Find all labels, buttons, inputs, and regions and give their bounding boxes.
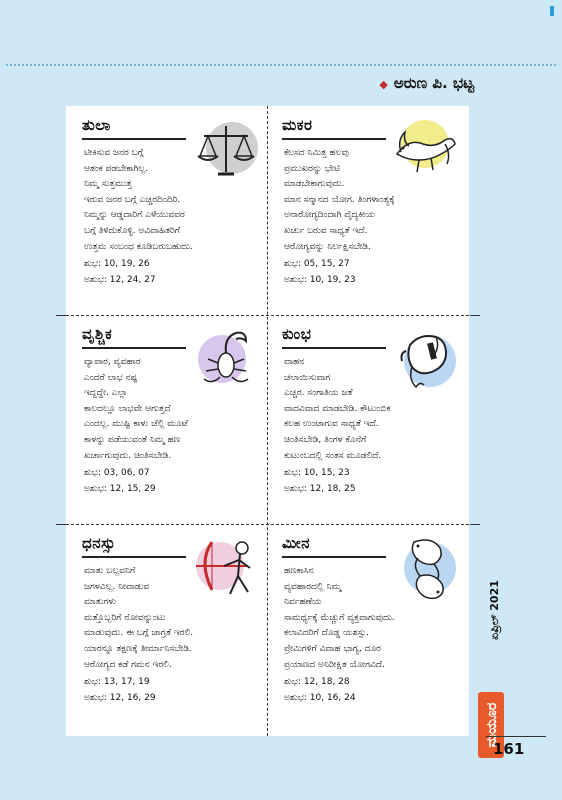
title-rule <box>82 556 186 558</box>
reading-line: ಇರುವ ಜನರ ಬಗ್ಗೆ ಎಚ್ಚರದಿಂದಿರಿ. <box>84 194 181 205</box>
lucky-dates: ಶುಭ: 05, 15, 27 <box>284 259 350 270</box>
title-rule <box>282 347 386 349</box>
crop-tick <box>56 315 66 316</box>
reading-line: ಕುಟುಂಬದಲ್ಲಿ ಸಂತಸ ಮೂಡಲಿದೆ. <box>284 450 382 461</box>
sign-reading <box>84 564 260 706</box>
reading-line: ಚಲಾಯಿಸುವಾಗ <box>284 372 331 383</box>
sign-block-aquarius <box>270 317 466 523</box>
reading-line: ಪ್ರಮುಖರನ್ನು ಭೇಟಿ <box>284 163 340 174</box>
lucky-dates: ಶುಭ: 13, 17, 19 <box>84 677 150 688</box>
lucky-dates: ಶುಭ: 12, 18, 28 <box>284 677 350 688</box>
reading-line: ವಾದವಿವಾದ ಮಾಡಬೇಡಿ. ಕೌಟುಂಬಿಕ <box>284 403 391 414</box>
page-number-rule <box>486 736 546 737</box>
reading-line: ಮತ್ತೊಬ್ಬರಿಗೆ ನೋವನ್ನುಂಟು <box>84 612 166 623</box>
reading-line: ಕಾಳನ್ನು ಪಡೆಯುವಂತೆ ನಿಮ್ಮ ಹಣ <box>84 434 181 445</box>
reading-line: ಕಾಲದಲ್ಲೂ ಲಾಭವೇ ಆಗುತ್ತದೆ <box>84 403 171 414</box>
author-byline <box>379 74 474 92</box>
crop-tick <box>470 315 480 316</box>
reading-line: ಪ್ರಯಾಣದ ಅನಿರೀಕ್ಷಿತ ಯೋಗವಿದೆ. <box>284 659 385 670</box>
lucky-dates: ಶುಭ: 10, 15, 23 <box>284 468 350 479</box>
reading-line: ಖರ್ಚಾಗುವುದು. ಚಿಂತಿಸಬೇಡಿ. <box>84 450 172 461</box>
unlucky-dates: ಅಶುಭ: 12, 15, 29 <box>84 483 156 494</box>
sign-title: ತುಲಾ <box>82 116 111 134</box>
reading-line: ಆತಂಕ ಪಡಬೇಕಾಗಿಲ್ಲ. <box>84 163 149 174</box>
sign-title: ಕುಂಭ <box>282 325 312 343</box>
diamond-bullet-icon: ◆ <box>379 78 388 91</box>
reading-line: ಎಂದರೆ ಲಾಭ ನಷ್ಟ <box>84 372 138 383</box>
reading-line: ನಿಮ್ಮನ್ನು ಆಡ್ಡದಾರಿಗೆ ಎಳೆಯುವವರ <box>84 210 185 221</box>
crop-tick <box>56 524 66 525</box>
reading-line: ಕಲಹ ಉಂಟಾಗುವ ಸಾಧ್ಯತೆ ಇದೆ. <box>284 419 379 430</box>
reading-line: ಪ್ರೇಮಿಗಳಿಗೆ ವಿವಾಹ ಭಾಗ್ಯ, ದೂರ <box>284 643 381 654</box>
reading-line: ಚಿಂತಿಸಬೇಡಿ, ತಿಂಗಳ ಕೊನೆಗೆ <box>284 434 367 445</box>
sign-block-sagittarius <box>70 526 266 732</box>
corner-marker <box>550 6 554 16</box>
sign-reading <box>284 564 460 706</box>
reading-line: ಆರೋಗ್ಯವನ್ನು ನಿರ್ಲಕ್ಷಿಸಬೇಡಿ. <box>284 241 371 252</box>
sign-block-libra <box>70 108 266 314</box>
sign-title: ಮಕರ <box>282 116 313 134</box>
sign-title: ಮೀನ <box>282 534 311 552</box>
reading-line: ಖರ್ಚು ಬರುವ ಸಾಧ್ಯತೆ ಇದೆ. <box>284 225 368 236</box>
reading-line: ಬಗ್ಗೆ ತಿಳಿದುಕೊಳ್ಳಿ. ಅವಿವಾಹಿತರಿಗೆ <box>84 225 181 236</box>
header-dotted-divider <box>6 64 556 66</box>
title-rule <box>82 138 186 140</box>
unlucky-dates: ಅಶುಭ: 10, 19, 23 <box>284 274 356 285</box>
reading-line: ಜಗಳವಿಲ್ಲ. ನೀವಾಡುವ <box>84 581 150 592</box>
unlucky-dates: ಅಶುಭ: 10, 16, 24 <box>284 692 356 703</box>
row-divider <box>66 524 469 525</box>
unlucky-dates: ಅಶುಭ: 12, 16, 29 <box>84 692 156 703</box>
row-divider <box>66 315 469 316</box>
reading-line: ಆರೋಗ್ಯದ ಕಡೆ ಗಮನ ಇರಲಿ. <box>84 659 172 670</box>
sign-reading <box>284 146 460 288</box>
author-name: ಅರುಣ ಪಿ. ಭಟ್ಟ <box>393 74 474 92</box>
lucky-dates: ಶುಭ: 03, 06, 07 <box>84 468 150 479</box>
lucky-dates: ಶುಭ: 10, 19, 26 <box>84 259 150 270</box>
reading-line: ಉತ್ತಮ ಸಂಬಂಧ ಕೂಡಿಬರುಬಹುದು. <box>84 241 193 252</box>
page-number: 161 <box>493 740 525 758</box>
reading-line: ನಿಮ್ಮ ಸುತ್ತಮುತ್ತ <box>84 179 132 190</box>
sign-reading <box>84 355 260 497</box>
sign-block-capricorn <box>270 108 466 314</box>
sign-block-scorpio <box>70 317 266 523</box>
unlucky-dates: ಅಶುಭ: 12, 24, 27 <box>84 274 156 285</box>
reading-line: ಯಾರನ್ನೂ ತಕ್ಷಣಕ್ಕೆ ತೀರ್ಮಾನಿಸಬೇಡಿ. <box>84 643 192 654</box>
sign-title: ವೃಶ್ಚಿಕ <box>82 325 113 343</box>
title-rule <box>82 347 186 349</box>
sign-title: ಧನಸ್ಸು <box>82 534 116 552</box>
title-rule <box>282 556 386 558</box>
reading-line: ಮಾನ ಸನ್ಮಾನದ ಯೋಗ. ತಿಂಗಳಾಂತ್ಯಕ್ಕೆ <box>284 194 395 205</box>
reading-line: ಹಣಕಾಸಿನ <box>284 566 314 576</box>
reading-line: ಮಾಡುವುದು. ಈ ಬಗ್ಗೆ ಜಾಗ್ರತೆ ಇರಲಿ. <box>84 628 194 639</box>
reading-line: ಇದ್ದದ್ದೇ. ಎಲ್ಲಾ <box>84 388 128 399</box>
reading-line: ವಾಹನ <box>284 357 305 367</box>
reading-line: ಎಂದಲ್ಲ. ಮುಷ್ಟಿ ಕಾಳು ಚೆಲ್ಲಿ ಮೂಟೆ <box>84 419 188 430</box>
reading-line: ವ್ಯಾಪಾರ, ವ್ಯವಹಾರ <box>84 357 141 367</box>
reading-line: ಮಾಡಬೇಕಾಗುವುದು. <box>284 179 345 190</box>
reading-line: ಅನಾರೋಗ್ಯದಿಂದಾಗಿ ವೈದ್ಯಕೀಯ <box>284 210 375 221</box>
reading-line: ಎಚ್ಚರ. ಸಂಗಾತಿಯ ಜತೆ <box>284 388 353 399</box>
column-divider <box>267 106 268 736</box>
reading-line: ಮಾತು ಬಲ್ಲವನಿಗೆ <box>84 566 136 576</box>
sign-reading <box>84 146 260 288</box>
brand-wordmark: ಮಯೂರ <box>484 702 500 748</box>
reading-line: ಟೀಕಿಸುವ ಜನರ ಬಗ್ಗೆ <box>84 148 144 158</box>
title-rule <box>282 138 386 140</box>
issue-month-label: ಏಪ್ರಿಲ್ 2021 <box>488 580 501 640</box>
reading-line: ಕೆಲಸದ ನಿಮಿತ್ತ ಹಲವು <box>284 148 349 158</box>
issue-month <box>486 565 504 655</box>
sign-reading <box>284 355 460 497</box>
reading-line: ಮಾತುಗಳು <box>84 597 116 608</box>
sign-block-pisces <box>270 526 466 732</box>
unlucky-dates: ಅಶುಭ: 12, 18, 25 <box>284 483 356 494</box>
crop-tick <box>470 524 480 525</box>
reading-line: ನಿರ್ವಹಣೆಯ <box>284 597 322 608</box>
reading-line: ಸಾಮರ್ಥ್ಯಕ್ಕೆ ಮೆಚ್ಚುಗೆ ವ್ಯಕ್ತವಾಗುವುದು. <box>284 612 395 623</box>
reading-line: ವ್ಯವಹಾರದಲ್ಲಿ ನಿಮ್ಮ <box>284 581 342 592</box>
reading-line: ಕಲಾವಿದರಿಗೆ ದೊಡ್ಡ ಯಶಸ್ಸು. <box>284 628 369 639</box>
